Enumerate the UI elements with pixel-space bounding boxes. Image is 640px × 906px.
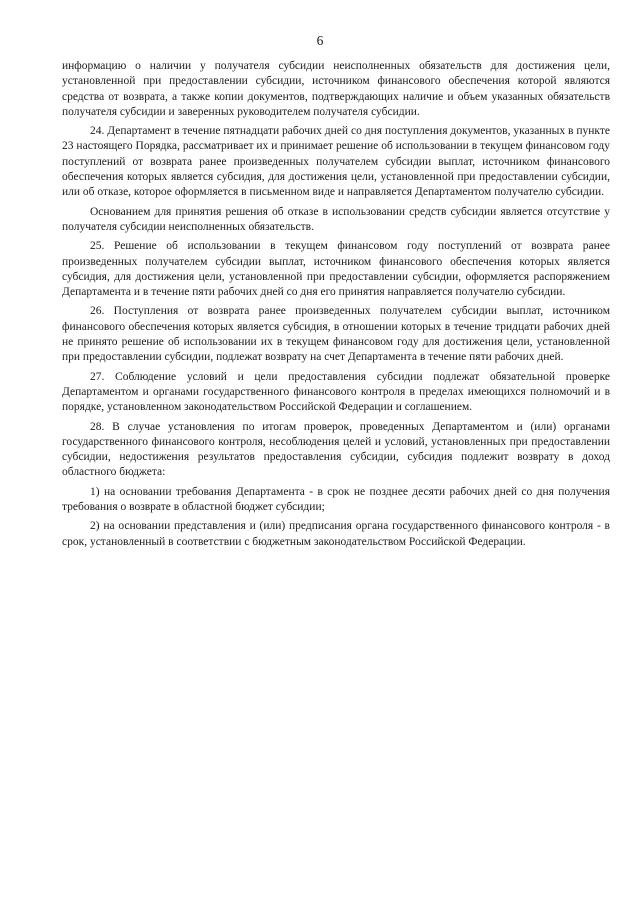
paragraph-continuation: информацию о наличии у получателя субсидии неисполненных обязательств для достижения цели, установленной при предоставлении субсидии, источником финансового обеспечения которой являются средства от возврата, а также копии документов, подтверждающих наличие и объем указанных обязательств получателя субсидии и заверенных руководителем получателя субсидии. [62,60,610,118]
document-body [62,59,610,550]
paragraph-28-item-1: 1) на основании требования Департамента - в срок не позднее десяти рабочих дней со дня получения требования о возврате в областной бюджет субсидии; [62,485,610,514]
paragraph-27: 27. Соблюдение условий и цели предоставления субсидии подлежат обязательной проверке Департаментом и органами государственного финансового контроля в пределах имеющихся полномочий и в порядке, установленном законодательством Российской Федерации и соглашением. [62,370,610,414]
paragraph-28: 28. В случае установления по итогам проверок, проведенных Департаментом и (или) органами государственного финансового контроля, несоблюдения целей и условий, установленных при предоставлении субсидии, недостижения результатов предоставления субсидии, субсидия подлежит возврату в доход областного бюджета: [62,420,610,479]
paragraph-24: 24. Департамент в течение пятнадцати рабочих дней со дня поступления документов, указанных в пункте 23 настоящего Порядка, рассматривает их и принимает решение об использовании в текущем финансовом году поступлений от возврата ранее произведенных получателем субсидии выплат, источником финансового обеспечения которых является субсидия, для достижения цели, установленной при предоставлении субсидии, или об отказе, которое оформляется в письменном виде и направляется Департаментом получателю субсидии. [62,125,610,199]
paragraph-28-item-2: 2) на основании представления и (или) предписания органа государственного финансового контроля - в срок, установленный в соответствии с бюджетным законодательством Российской Федерации. [62,520,610,548]
paragraph-26: 26. Поступления от возврата ранее произведенных получателем субсидии выплат, источником финансового обеспечения которых является субсидия, в отношении которых в течение тридцати рабочих дней не принято решение об использовании их в текущем финансовом году для достижения цели, установленной при предоставлении субсидии, подлежат возврату на счет Департамента в течение пяти рабочих дней. [62,305,610,364]
paragraph-refusal-basis: Основанием для принятия решения об отказе в использовании средств субсидии является отсутствие у получателя субсидии неисполненных обязательств. [62,205,610,233]
page-number: 6 [316,33,324,48]
paragraph-25: 25. Решение об использовании в текущем финансовом году поступлений от возврата ранее произведенных получателем субсидии выплат, источником финансового обеспечения которых является субсидия, для достижения цели, установленной при предоставлении субсидии, оформляется распоряжением Департамента и в течение пяти рабочих дней со дня его принятия направляется получателю субсидии. [62,240,610,299]
